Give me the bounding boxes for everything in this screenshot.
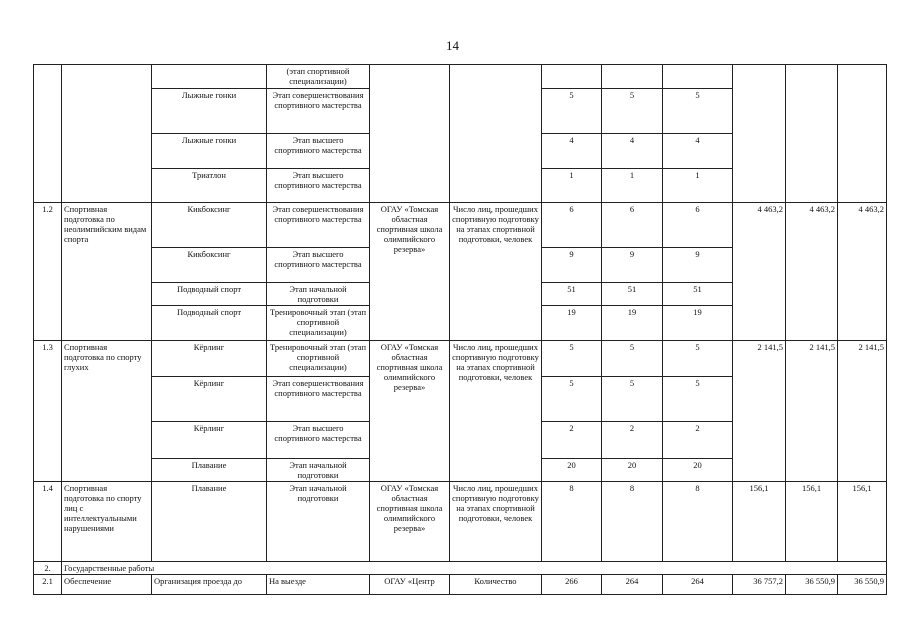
count-cell-2: 51	[602, 283, 663, 306]
section-number-cell: 1.3	[34, 341, 62, 482]
count-cell-3: 8	[663, 482, 733, 562]
stage-cell: Этап высшего спортивного мастерства	[267, 422, 370, 459]
section-number-cell: 2.	[34, 562, 62, 575]
section-number-cell: 1.2	[34, 203, 62, 341]
count-cell-1: 51	[542, 283, 602, 306]
table-row	[34, 341, 887, 377]
volume-cell-3	[838, 65, 887, 203]
stage-cell: Этап высшего спортивного мастерства	[267, 169, 370, 203]
section-name-cell	[62, 65, 152, 203]
section-name-cell: Спортивная подготовка по неолимпийским видам спорта	[62, 203, 152, 341]
count-cell-3: 5	[663, 341, 733, 377]
sport-cell: Плавание	[152, 459, 267, 482]
count-cell-2: 1	[602, 169, 663, 203]
sport-cell: Организация проезда до	[152, 575, 267, 595]
sport-cell: Кёрлинг	[152, 341, 267, 377]
count-cell-1: 1	[542, 169, 602, 203]
organization-cell	[370, 65, 450, 203]
sport-cell: Лыжные гонки	[152, 89, 267, 134]
count-cell-2: 2	[602, 422, 663, 459]
count-cell-1: 266	[542, 575, 602, 595]
table-row	[34, 203, 887, 248]
stage-cell: Тренировочный этап (этап спортивной специализации)	[267, 341, 370, 377]
table-row	[34, 562, 887, 575]
section-number-cell: 1.4	[34, 482, 62, 562]
organization-cell: ОГАУ «Томская областная спортивная школа олимпийского резерва»	[370, 341, 450, 482]
count-cell-2	[602, 65, 663, 89]
volume-cell-3: 156,1	[838, 482, 887, 562]
count-cell-3: 9	[663, 248, 733, 283]
count-cell-3: 20	[663, 459, 733, 482]
section-name-cell: Спортивная подготовка по спорту глухих	[62, 341, 152, 482]
count-cell-3: 5	[663, 89, 733, 134]
count-cell-2: 5	[602, 377, 663, 422]
sport-cell: Кикбоксинг	[152, 203, 267, 248]
count-cell-2: 264	[602, 575, 663, 595]
volume-cell-2: 156,1	[786, 482, 838, 562]
count-cell-3: 2	[663, 422, 733, 459]
volume-cell-1: 36 757,2	[733, 575, 786, 595]
sport-cell: Кёрлинг	[152, 377, 267, 422]
indicator-cell: Число лиц, прошедших спортивную подготовку на этапах спортивной подготовки, человек	[450, 482, 542, 562]
stage-cell: Этап высшего спортивного мастерства	[267, 134, 370, 169]
count-cell-3: 4	[663, 134, 733, 169]
sport-cell: Кёрлинг	[152, 422, 267, 459]
sport-cell	[152, 65, 267, 89]
sport-cell: Лыжные гонки	[152, 134, 267, 169]
count-cell-1: 5	[542, 341, 602, 377]
section-number-cell	[34, 65, 62, 203]
services-table	[33, 64, 887, 595]
volume-cell-2: 36 550,9	[786, 575, 838, 595]
sport-cell: Кикбоксинг	[152, 248, 267, 283]
count-cell-1	[542, 65, 602, 89]
stage-cell: Этап совершенствования спортивного мастерства	[267, 89, 370, 134]
sport-cell: Плавание	[152, 482, 267, 562]
count-cell-3: 51	[663, 283, 733, 306]
section-number-cell: 2.1	[34, 575, 62, 595]
indicator-cell	[450, 65, 542, 203]
count-cell-1: 6	[542, 203, 602, 248]
count-cell-1: 2	[542, 422, 602, 459]
table-row	[34, 482, 887, 562]
volume-cell-2: 2 141,5	[786, 341, 838, 482]
count-cell-2: 8	[602, 482, 663, 562]
table-row	[34, 575, 887, 595]
stage-cell: Этап высшего спортивного мастерства	[267, 248, 370, 283]
count-cell-2: 9	[602, 248, 663, 283]
organization-cell: ОГАУ «Центр	[370, 575, 450, 595]
sport-cell: Подводный спорт	[152, 306, 267, 341]
stage-cell: Этап начальной подготовки	[267, 283, 370, 306]
sport-cell: Подводный спорт	[152, 283, 267, 306]
stage-cell: Этап начальной подготовки	[267, 459, 370, 482]
section-heading: Государственные работы	[62, 562, 887, 575]
count-cell-3: 5	[663, 377, 733, 422]
section-name-cell: Спортивная подготовка по спорту лиц с интеллектуальными нарушениями	[62, 482, 152, 562]
count-cell-3: 264	[663, 575, 733, 595]
stage-cell: Этап совершенствования спортивного мастерства	[267, 377, 370, 422]
count-cell-3: 6	[663, 203, 733, 248]
count-cell-2: 5	[602, 341, 663, 377]
count-cell-2: 19	[602, 306, 663, 341]
count-cell-3: 1	[663, 169, 733, 203]
page-number: 14	[446, 38, 459, 53]
stage-cell: Тренировочный этап (этап спортивной специализации)	[267, 306, 370, 341]
count-cell-2: 4	[602, 134, 663, 169]
volume-cell-3: 36 550,9	[838, 575, 887, 595]
volume-cell-1: 4 463,2	[733, 203, 786, 341]
count-cell-2: 20	[602, 459, 663, 482]
volume-cell-3: 2 141,5	[838, 341, 887, 482]
count-cell-2: 5	[602, 89, 663, 134]
stage-cell: Этап начальной подготовки	[267, 482, 370, 562]
volume-cell-1: 2 141,5	[733, 341, 786, 482]
volume-cell-2	[786, 65, 838, 203]
indicator-cell: Количество	[450, 575, 542, 595]
section-name-cell: Обеспечение	[62, 575, 152, 595]
count-cell-1: 5	[542, 377, 602, 422]
indicator-cell: Число лиц, прошедших спортивную подготовку на этапах спортивной подготовки, человек	[450, 341, 542, 482]
indicator-cell: Число лиц, прошедших спортивную подготовку на этапах спортивной подготовки, человек	[450, 203, 542, 341]
stage-cell: Этап совершенствования спортивного мастерства	[267, 203, 370, 248]
count-cell-2: 6	[602, 203, 663, 248]
count-cell-3	[663, 65, 733, 89]
volume-cell-2: 4 463,2	[786, 203, 838, 341]
count-cell-1: 19	[542, 306, 602, 341]
sport-cell: Триатлон	[152, 169, 267, 203]
stage-cell: На выезде	[267, 575, 370, 595]
count-cell-1: 4	[542, 134, 602, 169]
volume-cell-3: 4 463,2	[838, 203, 887, 341]
table-row	[34, 65, 887, 89]
organization-cell: ОГАУ «Томская областная спортивная школа олимпийского резерва»	[370, 203, 450, 341]
volume-cell-1: 156,1	[733, 482, 786, 562]
organization-cell: ОГАУ «Томская областная спортивная школа олимпийского резерва»	[370, 482, 450, 562]
count-cell-1: 5	[542, 89, 602, 134]
stage-cell: (этап спортивной специализации)	[267, 65, 370, 89]
volume-cell-1	[733, 65, 786, 203]
count-cell-1: 8	[542, 482, 602, 562]
count-cell-3: 19	[663, 306, 733, 341]
count-cell-1: 20	[542, 459, 602, 482]
count-cell-1: 9	[542, 248, 602, 283]
